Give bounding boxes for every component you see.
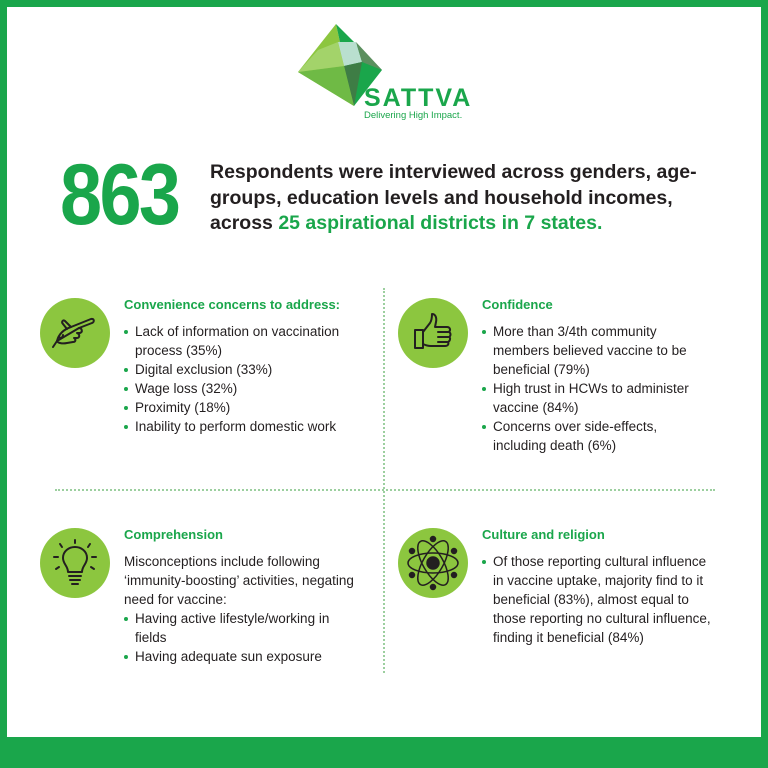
list-item: Proximity (18%) [124,398,369,417]
lightbulb-icon [40,528,110,598]
brand-tagline: Delivering High Impact. [364,110,463,121]
pointing-hand-icon [40,298,110,368]
culture-list [482,552,712,647]
list-item: Digital exclusion (33%) [124,360,369,379]
confidence-list [482,322,712,455]
thumbs-up-icon [398,298,468,368]
list-item: Concerns over side-effects, including death (6%) [482,417,712,455]
hero-text: Respondents were interviewed across genders, age-groups, education levels and household incomes, across [210,161,697,234]
frame-left-border [0,0,7,768]
religion-symbols-icon [398,528,468,598]
list-item: Wage loss (32%) [124,379,369,398]
frame-top-border [0,0,768,7]
list-item: Having adequate sun exposure [124,647,364,666]
convenience-title: Convenience concerns to address: [124,297,341,312]
respondent-count: 863 [60,147,179,243]
list-item: Lack of information on vaccination process (35%) [124,322,369,360]
list-item: Having active lifestyle/working in fields [124,609,364,647]
comprehension-intro: Misconceptions include following ‘immunity-boosting’ activities, negating need for vaccine: [124,554,354,607]
frame-bottom-border [0,737,768,768]
vertical-divider [383,288,385,673]
culture-title: Culture and religion [482,527,605,542]
convenience-list [124,322,369,436]
brand-name: SATTVA [364,84,473,112]
list-item: Of those reporting cultural influence in vaccine uptake, majority find to it beneficial (83%), almost equal to those reporting no cultural influence, finding it beneficial (84%) [482,552,712,647]
hero-highlight: 25 aspirational districts in 7 states. [278,212,603,234]
horizontal-divider [55,489,715,491]
hero-headline [210,160,730,237]
comprehension-title: Comprehension [124,527,223,542]
confidence-title: Confidence [482,297,553,312]
list-item: More than 3/4th community members believed vaccine to be beneficial (79%) [482,322,712,379]
list-item: Inability to perform domestic work [124,417,369,436]
list-item: High trust in HCWs to administer vaccine (84%) [482,379,712,417]
frame-right-border [761,0,768,768]
comprehension-body [124,552,364,666]
